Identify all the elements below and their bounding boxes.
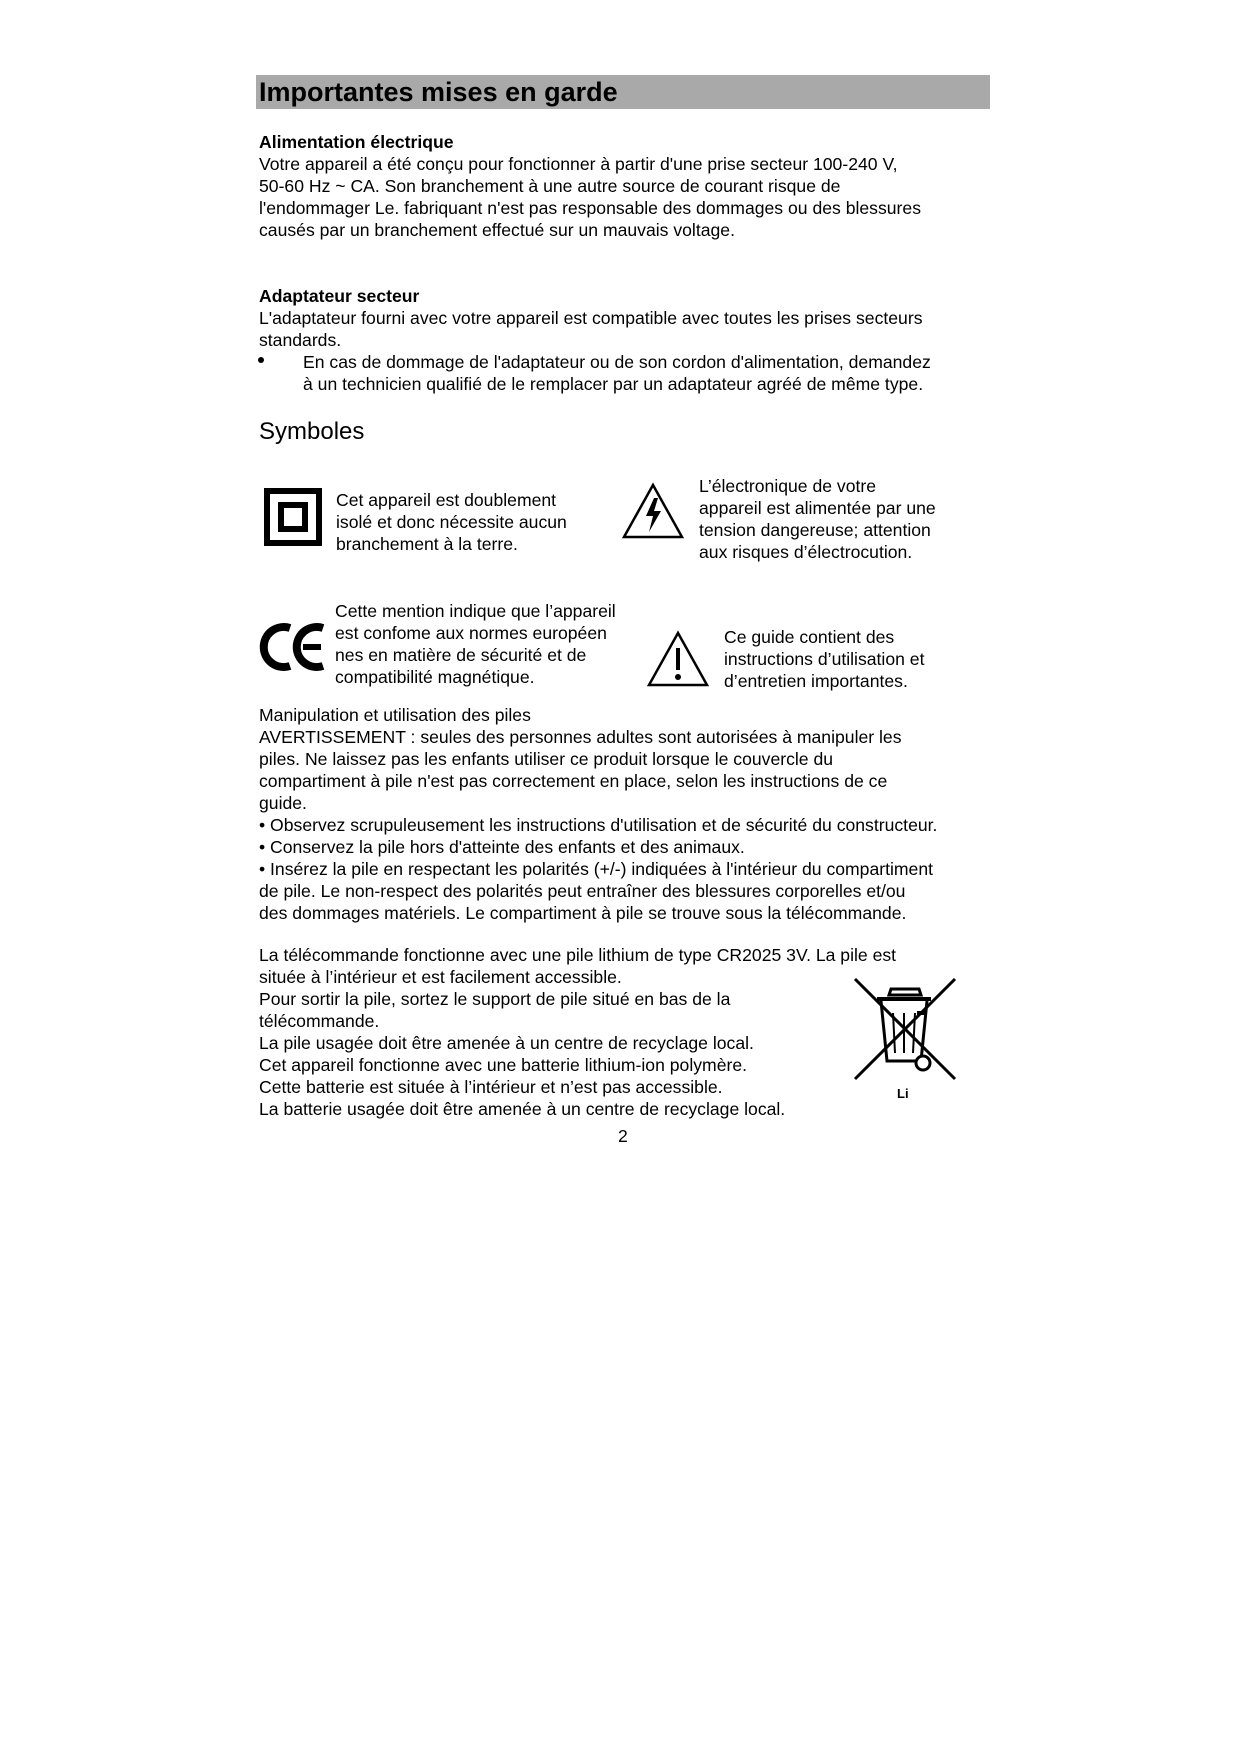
power-line: causés par un branchement effectué sur un mauvais voltage. xyxy=(259,220,735,240)
double-insulation-text: Cet appareil est doublement xyxy=(336,490,557,510)
ce-mark-icon xyxy=(259,622,329,672)
battery-line: piles. Ne laissez pas les enfants utiliser ce produit lorsque le couvercle du xyxy=(259,749,834,769)
warning-text: instructions d’utilisation et xyxy=(724,649,925,669)
symbols-heading: Symboles xyxy=(259,418,365,445)
remote-line: La pile usagée doit être amenée à un centre de recyclage local. xyxy=(259,1033,754,1053)
voltage-text: L’électronique de votre xyxy=(699,476,877,496)
exclamation-warning-icon xyxy=(646,630,710,688)
remote-line: Pour sortir la pile, sortez le support de pile situé en bas de la xyxy=(259,989,731,1009)
remote-line: La batterie usagée doit être amenée à un centre de recyclage local. xyxy=(259,1099,786,1119)
ce-text: compatibilité magnétique. xyxy=(335,667,535,687)
battery-line: • Insérez la pile en respectant les polarités (+/-) indiquées à l'intérieur du compartiment xyxy=(259,859,934,879)
double-insulation-text: isolé et donc nécessite aucun xyxy=(336,512,567,532)
remote-line: télécommande. xyxy=(259,1011,380,1031)
battery-line: AVERTISSEMENT : seules des personnes adultes sont autorisées à manipuler les xyxy=(259,727,902,747)
battery-line: • Observez scrupuleusement les instructions d'utilisation et de sécurité du constructeur. xyxy=(259,815,938,835)
bullet-icon xyxy=(258,357,264,363)
adapter-line: L'adaptateur fourni avec votre appareil est compatible avec toutes les prises secteurs xyxy=(259,308,923,328)
adapter-heading: Adaptateur secteur xyxy=(259,286,420,306)
page-number: 2 xyxy=(618,1126,628,1146)
power-heading: Alimentation électrique xyxy=(259,132,454,152)
battery-line: guide. xyxy=(259,793,307,813)
remote-line: Cet appareil fonctionne avec une batterie lithium-ion polymère. xyxy=(259,1055,748,1075)
voltage-text: appareil est alimentée par une xyxy=(699,498,936,518)
power-line: l'endommager Le. fabriquant n'est pas responsable des dommages ou des blessures xyxy=(259,198,921,218)
battery-line: Manipulation et utilisation des piles xyxy=(259,705,531,725)
adapter-line: standards. xyxy=(259,330,342,350)
remote-line: Cette batterie est située à l’intérieur et n’est pas accessible. xyxy=(259,1077,723,1097)
double-insulation-text: branchement à la terre. xyxy=(336,534,518,554)
warning-text: d’entretien importantes. xyxy=(724,671,908,691)
page-title: Importantes mises en garde xyxy=(259,77,618,107)
power-line: Votre appareil a été conçu pour fonctionner à partir d'une prise secteur 100-240 V, xyxy=(259,154,898,174)
ce-text: Cette mention indique que l’appareil xyxy=(335,601,616,621)
ce-text: est confome aux normes européen xyxy=(335,623,607,643)
battery-line: compartiment à pile n'est pas correctement en place, selon les instructions de ce xyxy=(259,771,888,791)
power-line: 50-60 Hz ~ CA. Son branchement à une autre source de courant risque de xyxy=(259,176,841,196)
battery-line: • Conservez la pile hors d'atteinte des enfants et des animaux. xyxy=(259,837,745,857)
remote-line: située à l’intérieur et est facilement accessible. xyxy=(259,967,622,987)
remote-line: La télécommande fonctionne avec une pile lithium de type CR2025 3V. La pile est xyxy=(259,945,897,965)
adapter-bullet-line: En cas de dommage de l'adaptateur ou de son cordon d'alimentation, demandez xyxy=(303,352,931,372)
double-insulation-icon xyxy=(264,488,322,546)
crossed-bin-icon xyxy=(851,975,959,1085)
voltage-text: tension dangereuse; attention xyxy=(699,520,931,540)
warning-text: Ce guide contient des xyxy=(724,627,895,647)
battery-line: de pile. Le non-respect des polarités peut entraîner des blessures corporelles et/ou xyxy=(259,881,906,901)
adapter-bullet-line: à un technicien qualifié de le remplacer par un adaptateur agréé de même type. xyxy=(303,374,924,394)
voltage-text: aux risques d’électrocution. xyxy=(699,542,913,562)
weee-label: Li xyxy=(897,1086,909,1101)
battery-line: des dommages matériels. Le compartiment à pile se trouve sous la télécommande. xyxy=(259,903,907,923)
high-voltage-warning-icon xyxy=(621,482,685,540)
ce-text: nes en matière de sécurité et de xyxy=(335,645,587,665)
